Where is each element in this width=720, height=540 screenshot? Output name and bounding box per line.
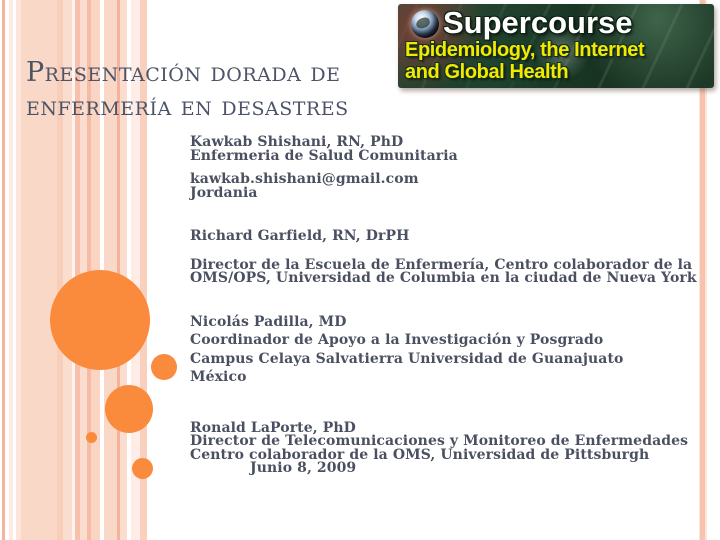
speaker-campus: Campus Celaya Salvatierra Universidad de Guanajuato bbox=[190, 350, 624, 367]
orange-circle-large bbox=[50, 270, 150, 370]
supercourse-logo bbox=[398, 4, 714, 88]
speaker-block-padilla bbox=[190, 313, 718, 385]
speaker-name: Richard Garfield, RN, DrPH bbox=[190, 228, 410, 244]
speaker-block-garfield bbox=[190, 230, 718, 286]
orange-circle-tiny bbox=[86, 432, 97, 443]
slide-title-line1: Presentación dorada de bbox=[26, 57, 341, 88]
speaker-role: Director de la Escuela de Enfermería, Centro colaborador de la OMS/OPS, Universidad de Columbia en la ciudad de Nueva York bbox=[190, 256, 697, 286]
speaker-role: Coordinador de Apoyo a la Investigación y Posgrado bbox=[190, 332, 604, 348]
speaker-list bbox=[190, 136, 718, 476]
speaker-name: Ronald LaPorte, PhD bbox=[190, 419, 356, 436]
slide-title bbox=[26, 56, 349, 124]
speaker-country: México bbox=[190, 369, 247, 385]
speaker-country: Jordania bbox=[190, 184, 258, 201]
speaker-name: Nicolás Padilla, MD bbox=[190, 313, 347, 330]
speaker-role: Enfermeria de Salud Comunitaria bbox=[190, 147, 458, 164]
presentation-date: Junio 8, 2009 bbox=[250, 460, 357, 476]
orange-circle-medium bbox=[105, 385, 153, 433]
orange-circle-small-bottom bbox=[132, 458, 153, 479]
earth-globe-icon bbox=[411, 10, 439, 38]
logo-subtitle-line2: and Global Health bbox=[405, 61, 569, 83]
speaker-block-shishani bbox=[190, 136, 718, 200]
speaker-role: Director de Telecomunicaciones y Monitoreo de Enfermedades bbox=[190, 433, 689, 449]
logo-title: Supercourse bbox=[443, 5, 633, 40]
speaker-block-laporte bbox=[190, 419, 718, 476]
slide-title-line2: enfermería en desastres bbox=[26, 91, 349, 122]
speaker-center: Centro colaborador de la OMS, Universidad de Pittsburgh bbox=[190, 446, 650, 463]
speaker-email: kawkab.shishani@gmail.com bbox=[190, 171, 419, 187]
logo-subtitle-line1: Epidemiology, the Internet bbox=[405, 39, 645, 61]
orange-circle-small-right bbox=[151, 354, 177, 380]
speaker-name: Kawkab Shishani, RN, PhD bbox=[190, 134, 404, 150]
